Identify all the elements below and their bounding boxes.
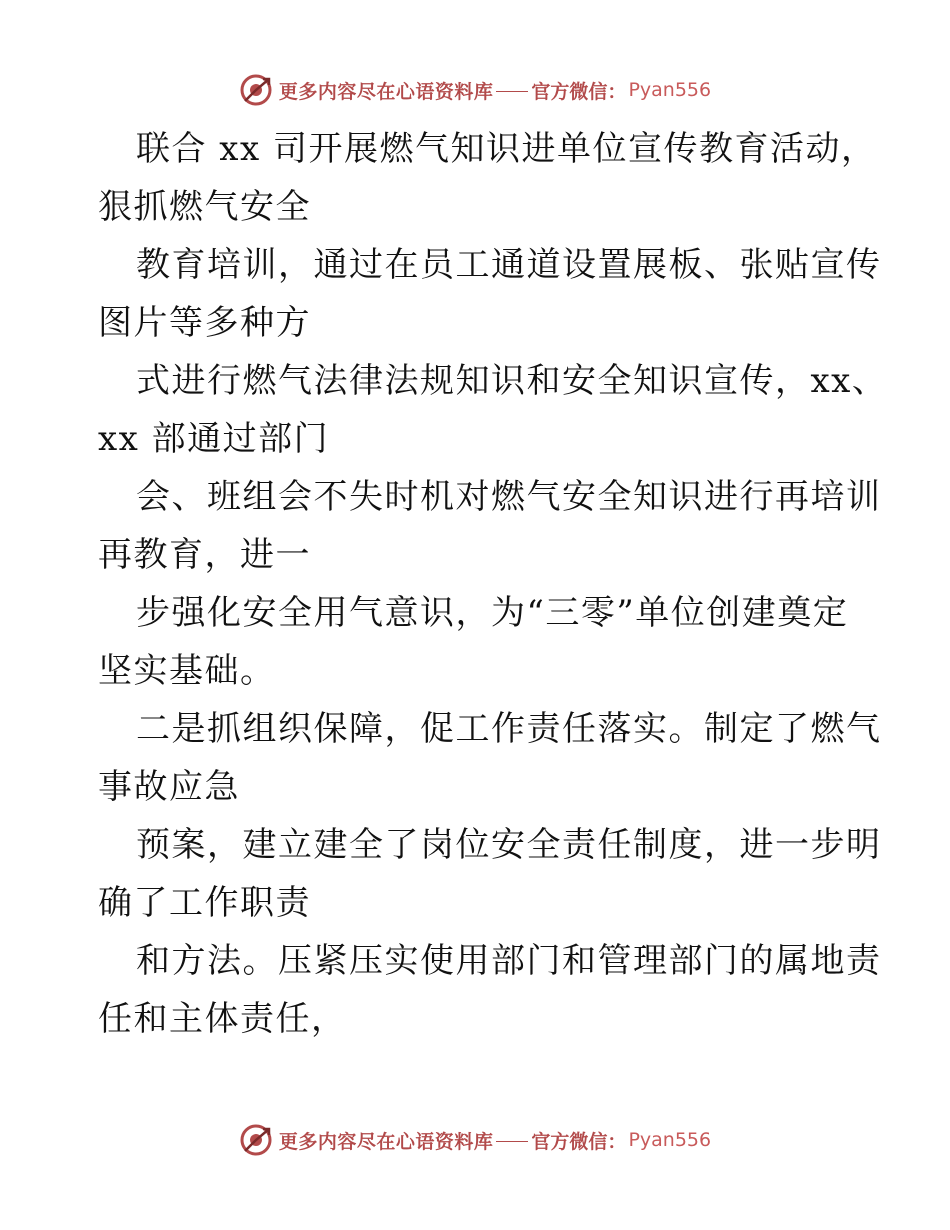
paragraph-line: 预案，建立建全了岗位安全责任制度，进一步明 <box>136 825 882 865</box>
paragraph-line: 狠抓燃气安全 <box>98 187 311 227</box>
paragraph-line: 步强化安全用气意识，为“三零”单位创建奠定 <box>136 593 849 633</box>
header-wechat-id: Pyan556 <box>628 79 712 101</box>
paragraph-line: 教育培训，通过在员工通道设置展板、张贴宣传 <box>136 245 882 285</box>
footer-dash <box>496 1141 528 1142</box>
paragraph-line: 会、班组会不失时机对燃气安全知识进行再培训 <box>136 477 882 517</box>
header-banner-text: 更多内容尽在心语资料库 <box>278 80 494 103</box>
header-official-label: 官方微信： <box>531 80 627 103</box>
footer-official-label: 官方微信： <box>531 1130 627 1153</box>
paragraph-line: 二是抓组织保障，促工作责任落实。制定了燃气 <box>136 709 882 749</box>
logo-icon <box>239 73 273 107</box>
footer-watermark <box>0 1120 950 1160</box>
paragraph-line: 和方法。压紧压实使用部门和管理部门的属地责 <box>136 941 882 981</box>
paragraph-line: 事故应急 <box>98 767 240 807</box>
document-body <box>98 120 888 1048</box>
footer-wechat-id: Pyan556 <box>628 1129 712 1151</box>
footer-banner-text: 更多内容尽在心语资料库 <box>278 1130 494 1153</box>
paragraph-line: xx 部通过部门 <box>98 419 330 459</box>
header-dash <box>496 91 528 92</box>
header-watermark <box>0 70 950 110</box>
paragraph-line: 联合 xx 司开展燃气知识进单位宣传教育活动， <box>136 129 877 169</box>
paragraph-line: 式进行燃气法律法规知识和安全知识宣传，xx、 <box>136 361 888 401</box>
logo-icon <box>239 1123 273 1157</box>
paragraph-line: 坚实基础。 <box>98 651 276 691</box>
paragraph-line: 确了工作职责 <box>98 883 311 923</box>
paragraph-line: 任和主体责任， <box>98 999 347 1039</box>
paragraph-line: 图片等多种方 <box>98 303 311 343</box>
paragraph-line: 再教育，进一 <box>98 535 311 575</box>
